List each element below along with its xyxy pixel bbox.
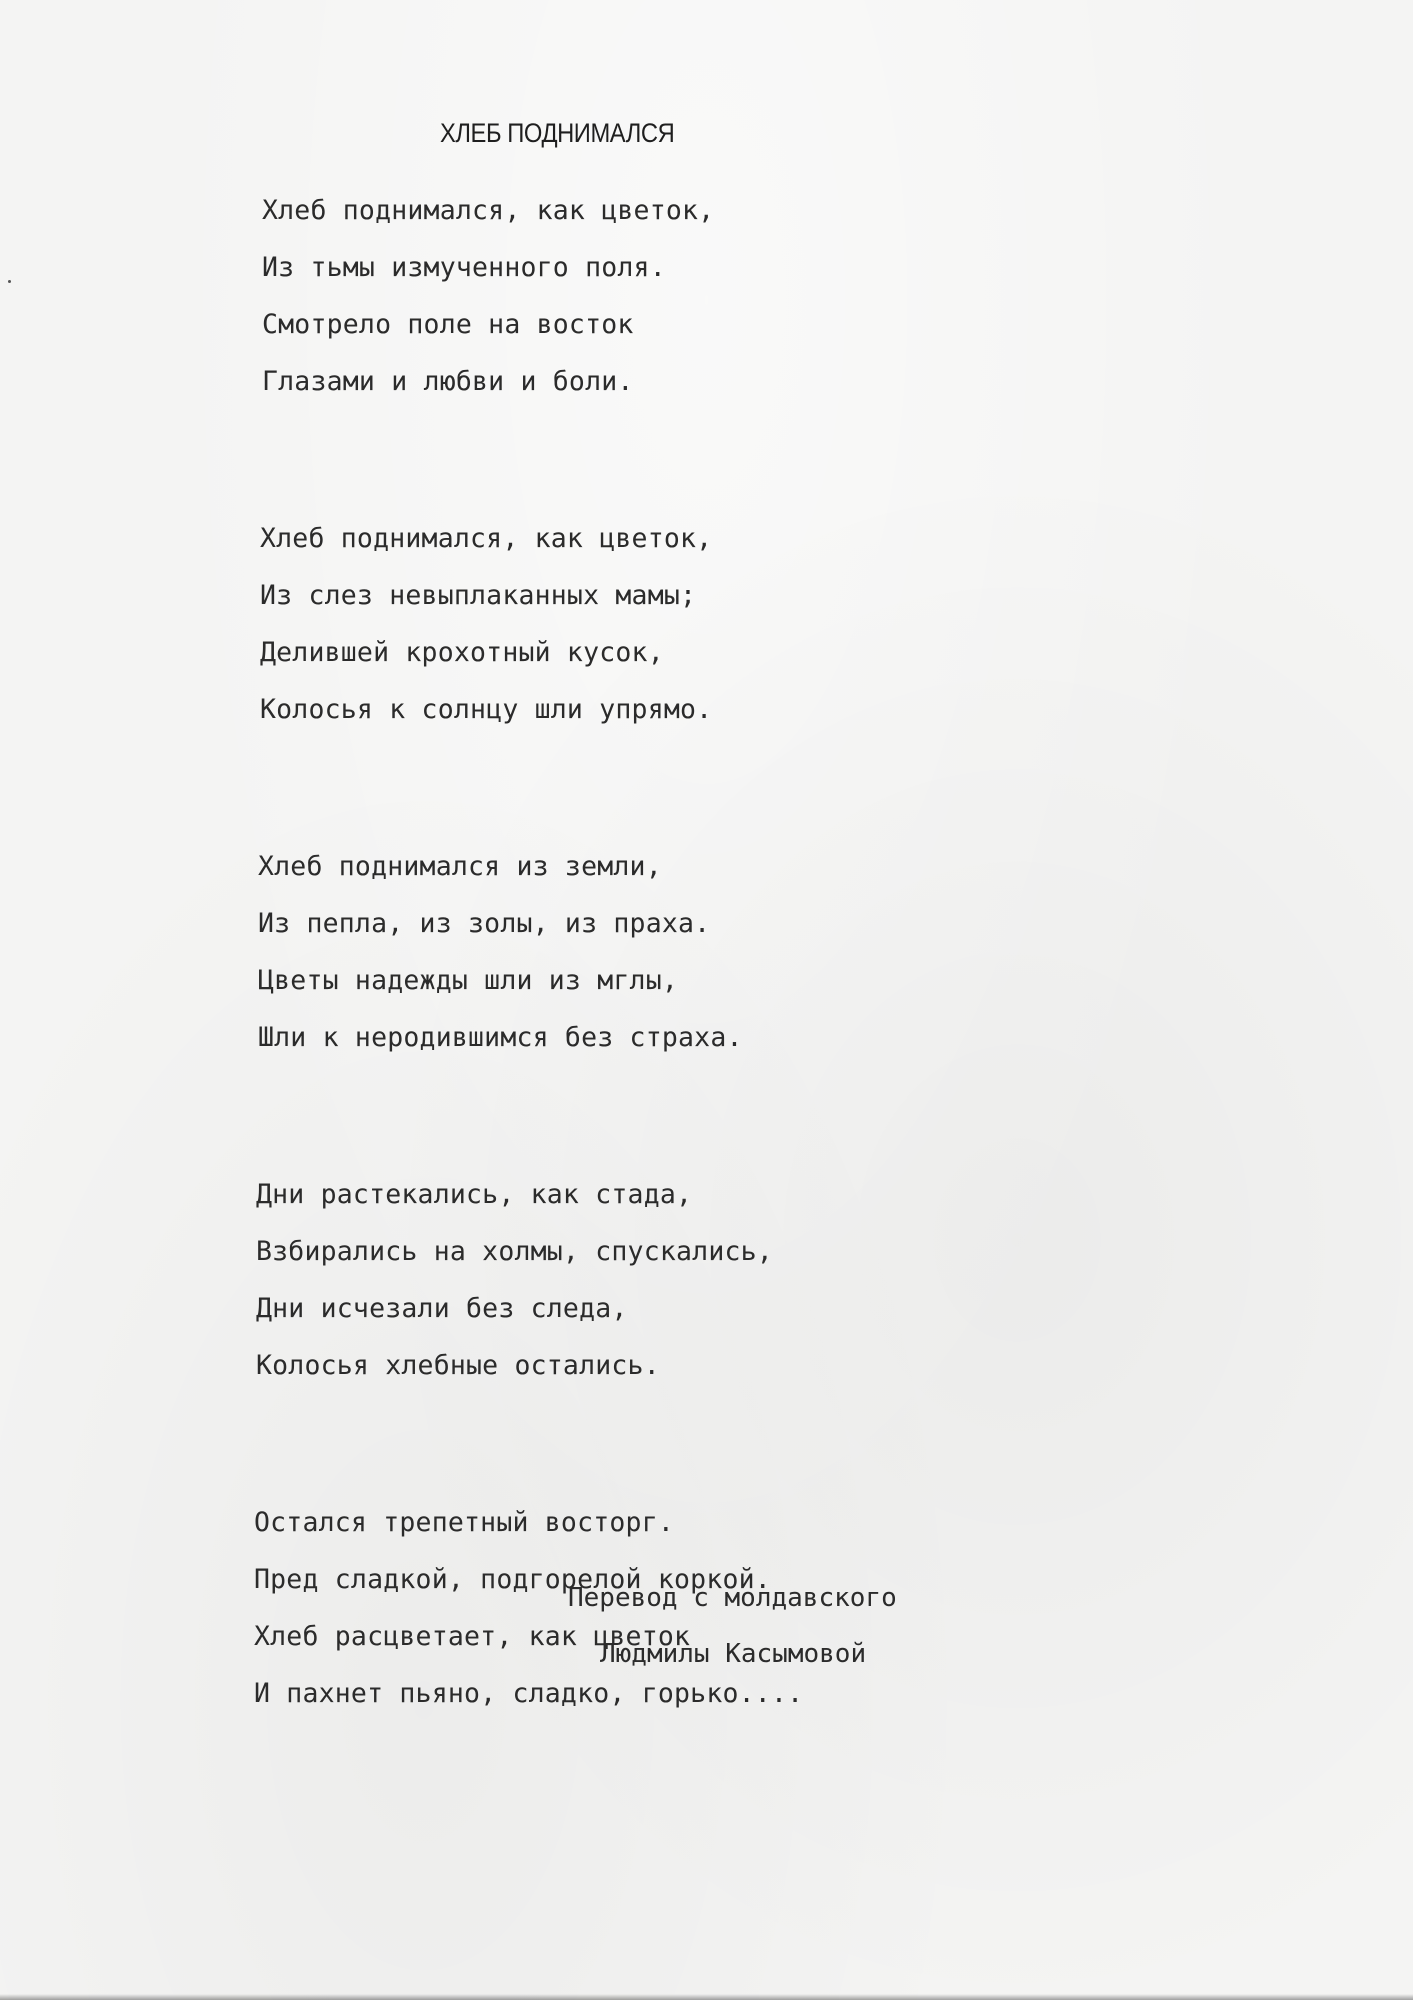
translator-name: Людмилы Касымовой [600, 1639, 867, 1669]
poem-line: Колосья к солнцу шли упрямо. [260, 694, 713, 725]
poem-line: Из тьмы измученного поля. [262, 252, 666, 283]
stanza-2 [260, 510, 803, 738]
poem-line: Хлеб поднимался, как цветок, [262, 195, 715, 226]
poem-line: И пахнет пьяно, сладко, горько.... [254, 1678, 804, 1709]
stanza-3 [258, 838, 803, 1066]
poem-line: Делившей крохотный кусок, [260, 637, 664, 668]
poem-line: Взбирались на холмы, спускались, [256, 1236, 773, 1267]
poem-line: Хлеб расцветает, как цветок [254, 1621, 691, 1652]
poem-line: Колосья хлебные остались. [256, 1350, 660, 1381]
poem-line: Из пепла, из золы, из праха. [258, 908, 711, 939]
poem-line: Дни растекались, как стада, [256, 1179, 693, 1210]
poem-line: Хлеб поднимался из земли, [258, 851, 662, 882]
poem-line: Пред сладкой, подгорелой коркой. [254, 1564, 771, 1595]
stanza-1 [262, 182, 803, 410]
poem-title: ХЛЕБ ПОДНИМАЛСЯ [440, 118, 675, 148]
poem-line: Остался трепетный восторг. [254, 1507, 675, 1538]
poem-body [254, 182, 804, 1722]
poem-line: Смотрело поле на восток [262, 309, 634, 340]
poem-line: Хлеб поднимался, как цветок, [260, 523, 713, 554]
translation-note: Перевод с молдавского [568, 1583, 897, 1613]
paper-bottom-edge [0, 1994, 1413, 2000]
poem-line: Дни исчезали без следа, [256, 1293, 628, 1324]
poem-line: Глазами и любви и боли. [262, 366, 634, 397]
ink-speck [8, 280, 11, 283]
poem-line: Шли к неродившимся без страха. [258, 1022, 743, 1053]
stanza-4 [256, 1166, 803, 1394]
poem-line: Из слез невыплаканных мамы; [260, 580, 697, 611]
translator-credit [568, 1570, 897, 1682]
poem-line: Цветы надежды шли из мглы, [258, 965, 679, 996]
